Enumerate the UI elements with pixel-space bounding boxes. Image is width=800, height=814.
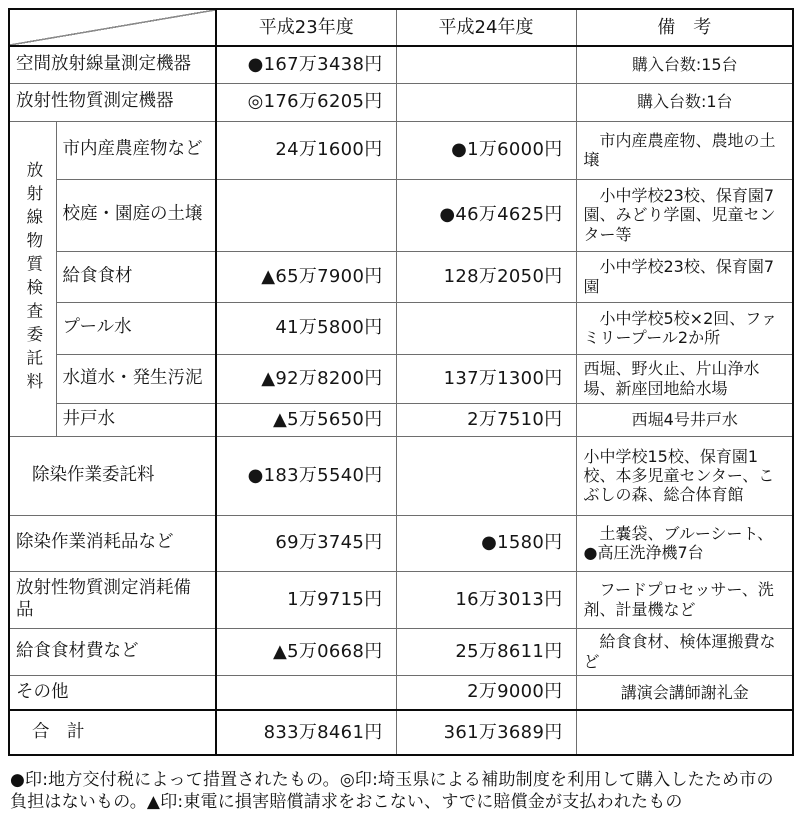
- row-label: 市内産農産物など: [56, 121, 216, 179]
- budget-table: [8, 8, 794, 756]
- table-row: [9, 403, 793, 436]
- remarks-cell: フードプロセッサー、洗剤、計量機など: [576, 571, 793, 628]
- column-header-h24: 平成24年度: [396, 9, 576, 46]
- row-label: 給食食材費など: [9, 628, 216, 675]
- row-label: 空間放射線量測定機器: [9, 46, 216, 83]
- amount-h24: [396, 302, 576, 354]
- table-row: [9, 571, 793, 628]
- total-label: 合 計: [9, 710, 216, 755]
- amount-h23: 69万3745円: [216, 515, 396, 571]
- total-amount-h23: 833万8461円: [216, 710, 396, 755]
- amount-h24: 16万3013円: [396, 571, 576, 628]
- table-row: [9, 515, 793, 571]
- table-row: [9, 628, 793, 675]
- amount-h23: ▲5万0668円: [216, 628, 396, 675]
- amount-h24: 25万8611円: [396, 628, 576, 675]
- remarks-cell: 購入台数:15台: [576, 46, 793, 83]
- row-label: 放射性物質測定消耗備品: [9, 571, 216, 628]
- amount-h24: ●46万4625円: [396, 179, 576, 251]
- table-row: [9, 354, 793, 403]
- remarks-cell: 土嚢袋、ブルーシート、●高圧洗浄機7台: [576, 515, 793, 571]
- table-row: [9, 121, 793, 179]
- row-label: 放射性物質測定機器: [9, 83, 216, 121]
- table-row: [9, 302, 793, 354]
- amount-h24: 2万7510円: [396, 403, 576, 436]
- amount-h23: ▲65万7900円: [216, 251, 396, 302]
- amount-h23: ▲5万5650円: [216, 403, 396, 436]
- remarks-cell: 小中学校23校、保育園7園: [576, 251, 793, 302]
- amount-h23: [216, 179, 396, 251]
- row-label: その他: [9, 675, 216, 710]
- remarks-cell: 給食食材、検体運搬費など: [576, 628, 793, 675]
- row-label: 水道水・発生汚泥: [56, 354, 216, 403]
- table-row: [9, 179, 793, 251]
- total-remarks-cell: [576, 710, 793, 755]
- table-header-row: [9, 9, 793, 46]
- row-label: 校庭・園庭の土壌: [56, 179, 216, 251]
- row-label: プール水: [56, 302, 216, 354]
- table-row: [9, 251, 793, 302]
- amount-h23: ●183万5540円: [216, 436, 396, 515]
- remarks-cell: 講演会講師謝礼金: [576, 675, 793, 710]
- remarks-cell: 小中学校5校×2回、ファミリープール2か所: [576, 302, 793, 354]
- row-label: 除染作業消耗品など: [9, 515, 216, 571]
- remarks-cell: 市内産農産物、農地の土壌: [576, 121, 793, 179]
- amount-h24: ●1580円: [396, 515, 576, 571]
- row-label: 給食食材: [56, 251, 216, 302]
- amount-h23: ◎176万6205円: [216, 83, 396, 121]
- amount-h23: [216, 675, 396, 710]
- amount-h24: 2万9000円: [396, 675, 576, 710]
- remarks-cell: 小中学校15校、保育園1校、本多児童センター、こぶしの森、総合体育館: [576, 436, 793, 515]
- total-row: [9, 710, 793, 755]
- remarks-cell: 西堀4号井戸水: [576, 403, 793, 436]
- corner-diagonal-cell: [9, 9, 216, 46]
- total-amount-h24: 361万3689円: [396, 710, 576, 755]
- amount-h24: 137万1300円: [396, 354, 576, 403]
- amount-h24: ●1万6000円: [396, 121, 576, 179]
- amount-h23: ▲92万8200円: [216, 354, 396, 403]
- amount-h23: 41万5800円: [216, 302, 396, 354]
- column-header-remarks: 備 考: [576, 9, 793, 46]
- amount-h23: 1万9715円: [216, 571, 396, 628]
- legend-note: ●印:地方交付税によって措置されたもの。◎印:埼玉県による補助制度を利用して購入したため市の負担はないもの。▲印:東電に損害賠償請求をおこない、すでに賠償金が支払われたもの: [10, 770, 774, 813]
- table-row: [9, 675, 793, 710]
- amount-h24: [396, 436, 576, 515]
- amount-h24: 128万2050円: [396, 251, 576, 302]
- table-row: [9, 436, 793, 515]
- group-label-vertical: 放射線物質検査委託料: [9, 121, 56, 436]
- amount-h24: [396, 83, 576, 121]
- remarks-cell: 小中学校23校、保育園7園、みどり学園、児童センター等: [576, 179, 793, 251]
- table-row: [9, 46, 793, 83]
- remarks-cell: 西堀、野火止、片山浄水場、新座団地給水場: [576, 354, 793, 403]
- row-label: 井戸水: [56, 403, 216, 436]
- column-header-h23: 平成23年度: [216, 9, 396, 46]
- remarks-cell: 購入台数:1台: [576, 83, 793, 121]
- amount-h24: [396, 46, 576, 83]
- row-label: 除染作業委託料: [9, 436, 216, 515]
- amount-h23: 24万1600円: [216, 121, 396, 179]
- table-row: [9, 83, 793, 121]
- amount-h23: ●167万3438円: [216, 46, 396, 83]
